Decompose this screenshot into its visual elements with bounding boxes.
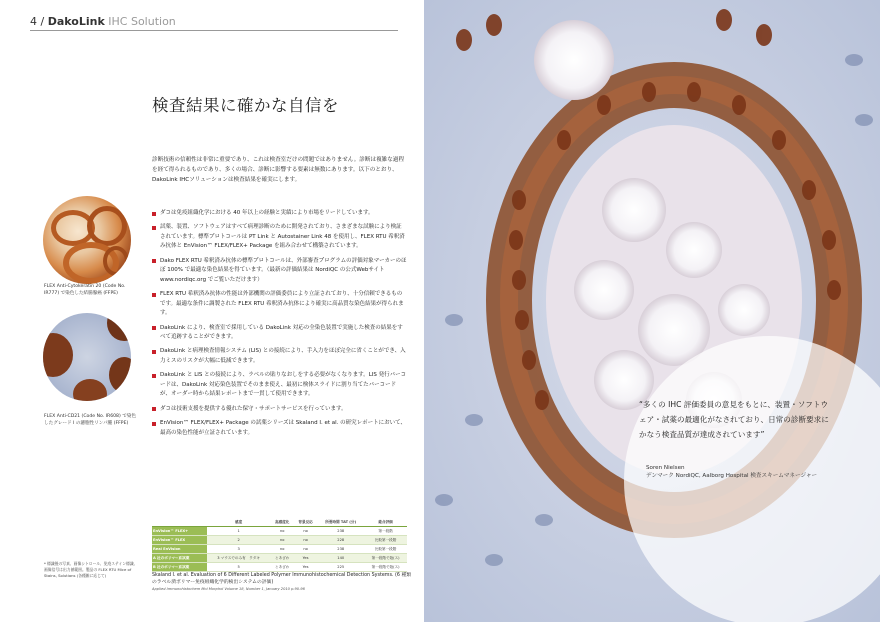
table-row: B 社のポリマー系試薬 5 とあざわ Yes 225 第一段階で陰(ス) xyxy=(152,563,407,572)
list-item: Dako FLEX RTU 希釈済み抗体の標準プロトコールは、外部審査プログラムの評価対象マーカーのほぼ 100% で最適な染色結果を得ています。（最新の評価結果は NordiQC の公式Webサイト www.nordiqc.org でご覧いただけます） xyxy=(152,257,407,285)
micrograph-image xyxy=(43,313,131,401)
column-header: 所要時間 TAT (分) xyxy=(317,519,364,527)
bullet-list xyxy=(152,209,407,443)
image-caption: FLEX Anti-CD21 (Code No. IR608) で染色したグレード I の濾胞性リンパ腫 (FFPE) xyxy=(44,414,136,427)
list-item: 試薬、装置、ソフトウェアはすべて病理診断のために開発されており、さまざまな試験により検証されています。標準プロトコールは PT Link と Autostainer Link 48 を使用し、FLEX RTU 希釈済み抗体と EnVision™ FLEX/FLEX+ Package を組み合わせて構築されています。 xyxy=(152,223,407,251)
list-item: EnVision™ FLEX/FLEX+ Package の試薬シリーズは Skaland I. et al. の研究レポートにおいて、最高の染色性能が立証されています。 xyxy=(152,419,407,438)
page-title: 検査結果に確かな自信を xyxy=(152,96,339,115)
page-header xyxy=(30,15,176,28)
list-item: DakoLink と病理検査情報システム (LIS) との接続により、手入力をほぼ完全に省くことができ、入力ミスのリスクが大幅に低減できます。 xyxy=(152,347,407,366)
attribution-name: Soren Nielsen xyxy=(646,465,685,471)
attribution-role: デンマーク NordiQC, Aalborg Hospital 検査スキームマネージャー xyxy=(646,473,818,480)
bullet-marker xyxy=(152,407,156,411)
list-item: DakoLink と LIS との接続により、ラベルの貼りなおしをする必要がなくなります。LIS 発行バーコードは、DakoLink 対応染色装置でそのまま使え、最初に検体スライドに割り当てたバーコードが、オーダー時から結果レポートまで一貫して使用できます。 xyxy=(152,371,407,399)
bullet-marker xyxy=(152,212,156,216)
column-header: 高感度化 xyxy=(271,519,294,527)
micrograph-image xyxy=(43,196,131,284)
image-caption: FLEX Anti-Cytokeratin 20 (Code No. IR777) で染色した結腸腺癌 (FFPE) xyxy=(44,284,126,297)
list-item: ダコは技術支援を提供する優れた保守・サポートサービスを行っています。 xyxy=(152,405,407,414)
comparison-table xyxy=(152,519,407,572)
column-header: 感度 xyxy=(207,519,271,527)
column-header: 背景反応 xyxy=(294,519,317,527)
brand-subtitle: IHC Solution xyxy=(108,15,176,28)
intro-paragraph: 診断技術の信頼性は非常に重要であり、これは検査室だけの問題ではありません。診断は複雑な過程を経て得られるものであり、多くの場合、診断に影響する要素は無数にあります。以下のとおり、DakoLink IHCソリューションは検査結果を確実にします。 xyxy=(152,157,405,183)
bullet-marker xyxy=(152,326,156,330)
brand-name: DakoLink xyxy=(47,15,105,28)
header-divider xyxy=(30,30,398,31)
right-page xyxy=(424,0,880,622)
bullet-marker xyxy=(152,226,156,230)
left-page xyxy=(0,0,424,622)
bullet-marker xyxy=(152,259,156,263)
bullet-marker xyxy=(152,422,156,426)
table-row: Real EnVision 3 no no 238 比較第一段階 xyxy=(152,545,407,554)
page-number: 4 / xyxy=(30,15,45,28)
table-row: EnVision™ FLEX 2 no no 228 比較第一段階 xyxy=(152,536,407,545)
footnote: * 標識後の写真、画像シトロール、免疫ステイン標識、画像信号は出力値範囲。製品の FLEX RTU Mice of Stains, Solutions (各種雑に応じて) xyxy=(44,561,138,579)
reference-text: Skaland I. et al. Evaluation of 6 Different Labeled Polymer Immunohistochemical Detection Systems. (6 種類のラベル済ポリマー免疫組織化学的検出システムの評価) xyxy=(152,573,412,586)
column-header xyxy=(152,519,207,527)
reference-source: Applied Immunohistochem Mol Morphol Volume 18, Number 1, January 2010 p.90-96 xyxy=(152,586,305,591)
table-row: A 社のポリマー系試薬 3 マウスでのみ有 クダキ とあざわ Yes 140 第一段階で陰(ス) xyxy=(152,554,407,563)
bullet-marker xyxy=(152,350,156,354)
testimonial-quote: “多くの IHC 評価委員の意見をもとに、装置・ソフトウェア・試薬の最適化がなされており、日常の診断要求にかなう検査品質が達成されています” xyxy=(639,400,829,439)
list-item: ダコは免疫組織化学における 40 年以上の経験と実績により市場をリードしています。 xyxy=(152,209,407,218)
table-row: EnVision™ FLEX+ 1 no no 238 第一段階 xyxy=(152,527,407,536)
testimonial-attribution xyxy=(646,464,826,481)
reference xyxy=(152,572,412,592)
list-item: DakoLink により、検査室で採用している DakoLink 対応の全染色装置で実施した検査の結果をすべて追跡することができます。 xyxy=(152,324,407,343)
list-item: FLEX RTU 希釈済み抗体の性能は外部機関の評価委員により立証されており、十分信頼できるものです。最適な条件に調製された FLEX RTU 希釈済み抗体により確実に高品質な染色結果が得られます。 xyxy=(152,290,407,318)
column-header: 総合評価 xyxy=(364,519,407,527)
bullet-marker xyxy=(152,293,156,297)
bullet-marker xyxy=(152,374,156,378)
